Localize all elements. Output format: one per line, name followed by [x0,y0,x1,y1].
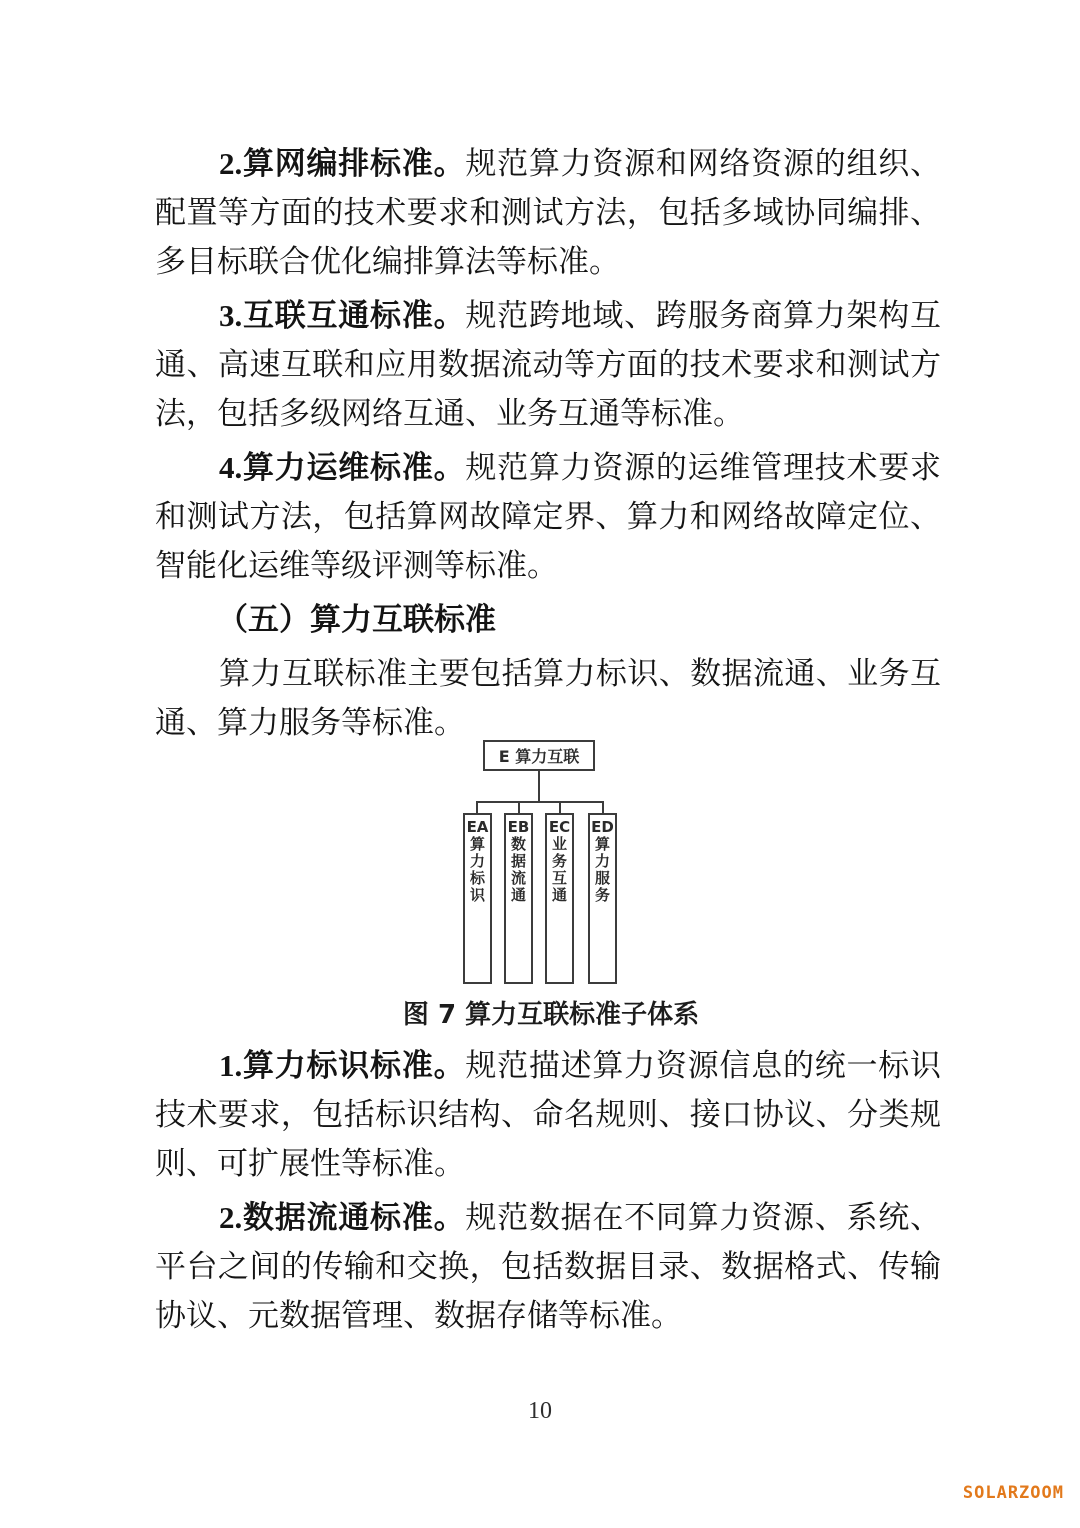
diagram-sub-box-ec [545,813,574,984]
figure-caption: 图 7 算力互联标准子体系 [402,1000,700,1030]
solarzoom-watermark: SOLARZOOM [962,1483,1064,1503]
page-number: 10 [528,1398,552,1424]
sub-box-code: EA [466,818,489,836]
paragraph-lead: 1.算力标识标准。 [219,1048,466,1083]
paragraph-compute-identifier [155,1041,941,1188]
paragraph-intro [155,649,941,747]
paragraph-body: 规范算力资源的运维管理技术要求和测试方法，包括算网故障定界、算力和网络故障定位、智能化运维等级评测等标准。 [155,450,942,583]
paragraph-interconnection [155,291,941,438]
paragraph-body: 规范描述算力资源信息的统一标识技术要求，包括标识结构、命名规则、接口协议、分类规则、可扩展性等标准。 [155,1048,942,1181]
paragraph-body: 规范跨地域、跨服务商算力架构互通、高速互联和应用数据流动等方面的技术要求和测试方法，包括多级网络互通、业务互通等标准。 [155,298,942,431]
sub-box-label: 业务互通 [551,835,567,904]
paragraph-lead: 2.算网编排标准。 [219,146,466,181]
paragraph-body: 规范数据在不同算力资源、系统、平台之间的传输和交换，包括数据目录、数据格式、传输协议、元数据管理、数据存储等标准。 [155,1200,942,1333]
diagram-sub-box-eb [504,813,533,984]
sub-box-code: ED [591,818,614,836]
paragraph-data-circulation [155,1193,941,1340]
sub-box-code: EC [548,818,571,836]
paragraph-lead: 2.数据流通标准。 [219,1200,466,1235]
paragraph-lead: 4.算力运维标准。 [219,450,466,485]
paragraph-body: 规范算力资源和网络资源的组织、配置等方面的技术要求和测试方法，包括多域协同编排、多目标联合优化编排算法等标准。 [155,146,942,279]
paragraph-lead: 3.互联互通标准。 [219,298,466,333]
diagram-root-box: E 算力互联 [483,740,595,771]
sub-box-label: 数据流通 [510,835,526,904]
section-heading: （五）算力互联标准 [217,602,496,637]
diagram-horizontal-connector-line [476,801,604,803]
sub-box-label: 算力标识 [469,835,485,904]
diagram-sub-box-ed [588,813,617,984]
paragraph-operations [155,443,941,590]
text-block-upper [155,139,941,747]
diagram-root-connector-line [538,771,540,802]
sub-box-label: 算力服务 [594,835,610,904]
paragraph-network-orchestration [155,139,941,286]
sub-box-code: EB [507,818,530,836]
paragraph-body: 算力互联标准主要包括算力标识、数据流通、业务互通、算力服务等标准。 [155,656,941,740]
diagram-sub-box-ea [463,813,492,984]
text-block-lower [155,1041,941,1340]
